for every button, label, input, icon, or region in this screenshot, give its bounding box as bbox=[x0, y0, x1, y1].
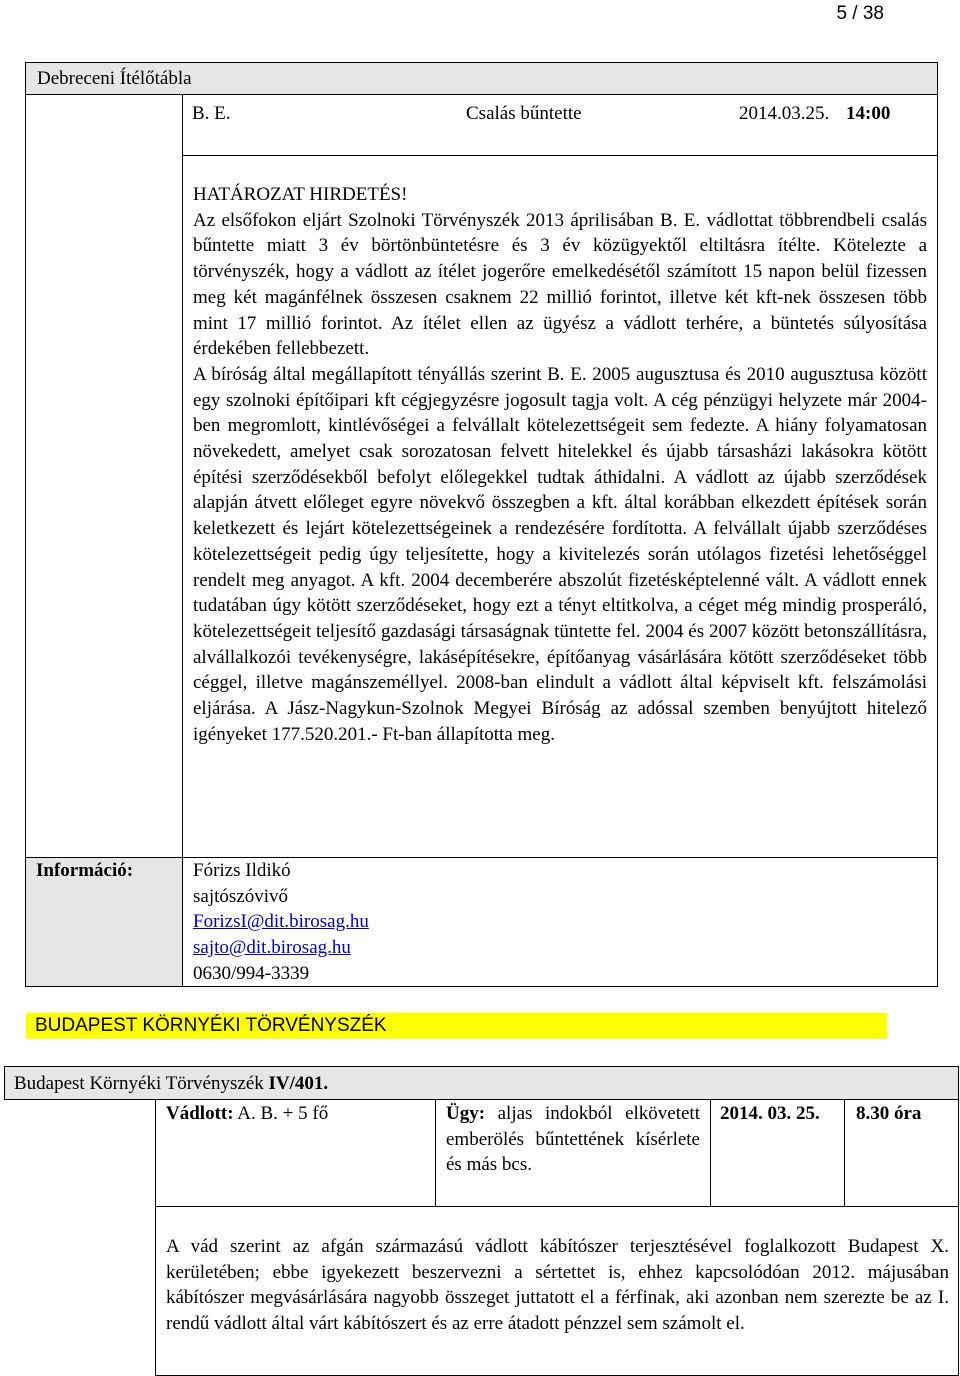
hearing-case bbox=[446, 1101, 700, 1178]
left-column bbox=[25, 94, 183, 987]
contact-name: Fórizs Ildikó bbox=[193, 860, 291, 881]
court-banner bbox=[26, 1013, 887, 1039]
hearing-defendant bbox=[166, 1101, 328, 1127]
hearing-date: 2014.03.25. bbox=[739, 103, 830, 124]
hearing-description-text: A vád szerint az afgán származású vádlott kábítószer terjesztésével foglalkozott Budapest X. kerületében; ebbe igyekezett beszervezni a sértettet is, ehhez kapcsolódóan 2012. májusában kábítószer megvásárlására nagyobb összeget juttatott el a férfinak, aki azonban nem szerezte be az I. rendű vádlott által várt kábítószert és az erre átadott pénzzel sem számolt el. bbox=[166, 1236, 949, 1335]
courtroom-row bbox=[4, 1066, 959, 1100]
announcement-title: HATÁROZAT HIRDETÉS! bbox=[193, 184, 408, 205]
court-name: Debreceni Ítélőtábla bbox=[37, 68, 192, 89]
contact-email-link[interactable]: ForizsI@dit.birosag.hu bbox=[193, 911, 369, 933]
case-row bbox=[182, 94, 938, 156]
defendant-value: A. B. + 5 fő bbox=[233, 1103, 329, 1124]
info-label-cell bbox=[25, 857, 183, 987]
defendant-label: Vádlott: bbox=[166, 1103, 234, 1124]
court-name-2: Budapest Környéki Törvényszék bbox=[14, 1073, 269, 1094]
contact-role: sajtószóvivő bbox=[193, 885, 288, 907]
case-description bbox=[182, 155, 938, 858]
case-label: Ügy: bbox=[446, 1103, 486, 1124]
court-header-row bbox=[25, 62, 938, 95]
info-label: Információ: bbox=[36, 860, 134, 881]
hearing-date-2: 2014. 03. 25. bbox=[720, 1103, 820, 1124]
courtroom-number: IV/401. bbox=[268, 1073, 329, 1094]
paragraph-judgment: Az elsőfokon eljárt Szolnoki Törvényszék 2013 áprilisában B. E. vádlottat többrendbeli csalás bűntette miatt 3 év börtönbüntetésre és 3 év közügyektől eltiltásra ítélte. Kötelezte a törvényszék, hogy a vádlott az ítélet jogerőre emelkedésétől számított 15 napon belül fizessen meg két magánfélnek összesen csaknem 22 millió forintot, illetve két kft-nek összesen több mint 17 millió forintot. Az ítélet ellen az ügyész a vádlott terhére, a büntetés súlyosítása érdekében fellebbezett. bbox=[193, 209, 927, 360]
case-type: Csalás bűntette bbox=[466, 103, 582, 124]
press-email-link[interactable]: sajto@dit.birosag.hu bbox=[193, 937, 351, 959]
hearing-time: 14:00 bbox=[846, 103, 891, 124]
page-number: 5 / 38 bbox=[836, 3, 884, 24]
defendant-initials: B. E. bbox=[192, 103, 231, 124]
hearing-description bbox=[155, 1206, 959, 1376]
hearing-time-2: 8.30 óra bbox=[856, 1103, 922, 1124]
contact-phone: 0630/994-3339 bbox=[193, 962, 310, 984]
paragraph-facts: A bíróság által megállapított tényállás szerint B. E. 2005 augusztusa és 2010 augusztusa között egy szolnoki építőipari kft cégjegyzésre jogosult tagja volt. A cég pénzügyi helyzete már 2004-ben megromlott, kintlévőségei a felvállalt kötelezettségeit sem fedezte. A hiány folyamatosan növekedett, amelyet csak sorozatosan felvett hitelekkel és újabb társasházi lakásokra kötött építési szerződésekből befolyt előlegekkel tudtak áthidalni. A vádlott az újabb szerződések alapján átvett előleget egyre növekvő összegben a kft. által korábban elkezdett építések során keletkezett és lejárt kötelezettségeinek a rendezésére fordította. A felvállalt újabb szerződéses kötelezettségeit pedig úgy teljesítette, hogy a kivitelezés során utólagos fizetési lehetőséggel rendelt meg anyagot. A kft. 2004 decemberére abszolút fizetésképtelenné vált. A vádlott ennek tudatában úgy kötött szerződéseket, hogy ezt a tényt eltitkolva, a céget még mindig prosperáló, kötelezettségeit teljesítő gazdasági társaságnak tüntette fel. 2004 és 2007 között betonszállításra, alvállalkozói tevékenységre, lakásépítésekre, építőanyag vásárlására kötött szerződéseket több céggel, illetve magánszeméllyel. 2008-ban elindult a vádlott által képviselt kft. felszámolási eljárása. A Jász-Nagykun-Szolnok Megyei Bíróság az adóssal szemben benyújtott hitelező igényeket 177.520.201.- Ft-ban állapította meg. bbox=[193, 363, 927, 745]
contact-cell bbox=[182, 857, 938, 987]
case-value: aljas indokból elkövetett emberölés bűntettének kísérlete és más bcs. bbox=[446, 1103, 700, 1176]
court-banner-title: BUDAPEST KÖRNYÉKI TÖRVÉNYSZÉK bbox=[35, 1015, 387, 1036]
